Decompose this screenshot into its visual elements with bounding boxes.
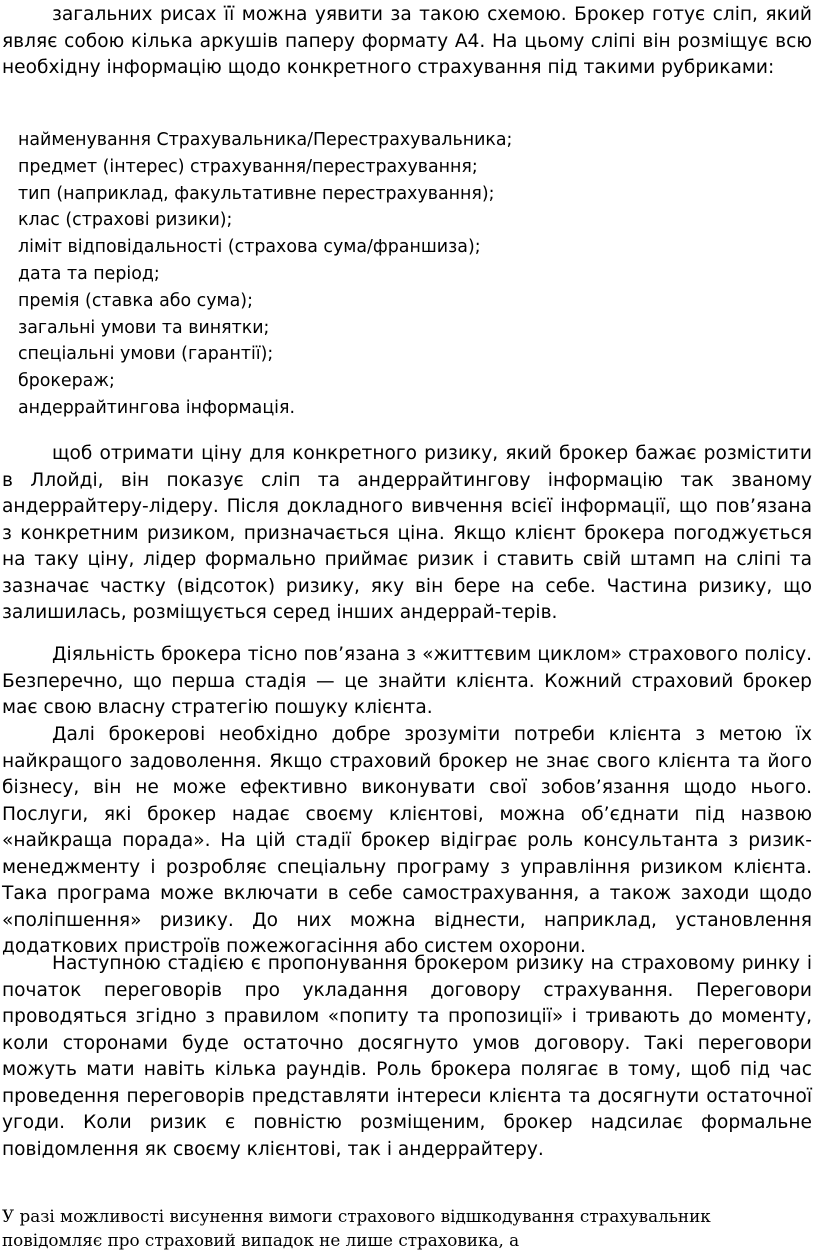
paragraph-claim: У разі можливості висунення вимоги страхового відшкодування страхувальник повідомляє про страховий випадок не лише страховика, а: [2, 1206, 711, 1250]
list-item: ліміт відповідальності (страхова сума/франшиза);: [18, 237, 481, 258]
list-item: дата та період;: [18, 263, 160, 284]
list-item: брокераж;: [18, 371, 115, 392]
paragraph-price: щоб отримати ціну для конкретного ризику, який брокер бажає розмістити в Ллойді, він показує сліп та андеррайтингову інформацію так званому андеррайтеру-лідеру. Після докладного вивчення всієї інформації, що пов’язана з конкретним ризиком, призначається ціна. Якщо клієнт брокера погоджується на таку ціну, лідер формально приймає ризик і ставить свій штамп на сліпі та зазначає частку (відсоток) ризику, яку він бере на себе. Частина ризику, що залишилась, розміщується серед інших андеррай-терів.: [2, 443, 812, 623]
list-item: премія (ставка або сума);: [18, 290, 253, 311]
paragraph-intro: загальних рисах її можна уявити за такою схемою. Брокер готує сліп, який являє собою кілька аркушів паперу формату А4. На цьому сліпі він розміщує всю необхідну інформацію щодо конкретного страхування під такими рубриками:: [2, 4, 812, 78]
list-item: клас (страхові ризики);: [18, 210, 233, 231]
list-item: тип (наприклад, факультативне перестрахування);: [18, 183, 495, 204]
paragraph-next: Наступною стадією є пропонування брокером ризику на страховому ринку і початок переговорів про укладання договору страхування. Переговори проводяться згідно з правилом «попиту та пропозиції» і тривають до моменту, коли сторонами буде остаточно досягнуто умов договору. Такі переговори можуть мати навіть кілька раундів. Роль брокера полягає в тому, щоб під час проведення переговорів представляти інтереси клієнта та досягнути остаточної угоди. Коли ризик є повністю розміщеним, брокер надсилає формальне повідомлення як своєму клієнтові, так і андеррайтеру.: [2, 953, 812, 1160]
list-item: предмет (інтерес) страхування/перестрахування;: [18, 156, 478, 177]
list-item: спеціальні умови (гарантії);: [18, 344, 274, 365]
paragraph-lifecycle: Діяльність брокера тісно пов’язана з «життєвим циклом» страхового полісу. Безперечно, що перша стадія — це знайти клієнта. Кожний страховий брокер має свою власну стратегію пошуку клієнта.: [2, 644, 812, 718]
list-item: андеррайтингова інформація.: [18, 397, 295, 418]
paragraph-needs: Далі брокерові необхідно добре зрозуміти потреби клієнта з метою їх найкращого задоволення. Якщо страховий брокер не знає свого клієнта та його бізнесу, він не може ефективно виконувати свої зобов’язання щодо нього. Послуги, які брокер надає своєму клієнтові, можна об’єднати під назвою «найкраща порада». На цій стадії брокер відіграє роль консультанта з ризик-менеджменту і розробляє спеціальну програму з управління ризиком клієнта. Така програма може включати в себе самострахування, а також заходи щодо «поліпшення» ризику. До них можна віднести, наприклад, установлення додаткових пристроїв пожежогасіння або систем охорони.: [2, 724, 812, 957]
slip-headings-list: [18, 127, 512, 422]
list-item: загальні умови та винятки;: [18, 317, 270, 338]
list-item: найменування Страхувальника/Перестрахувальника;: [18, 130, 513, 150]
